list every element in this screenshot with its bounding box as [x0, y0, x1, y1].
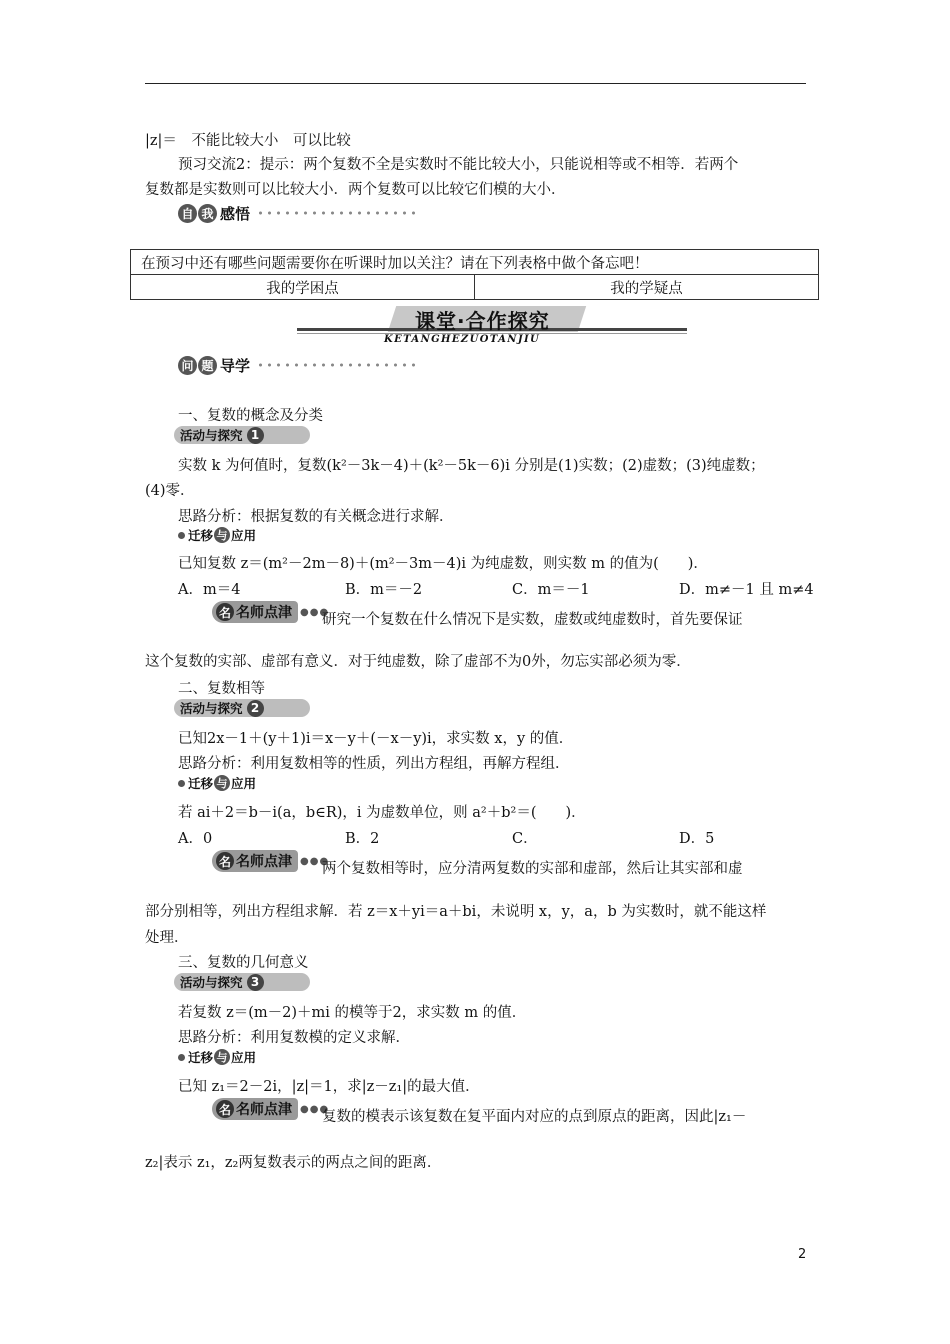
tip-dots: ●●●	[300, 606, 330, 618]
guide-char-1: 问	[178, 356, 197, 375]
tip-label: 名师点津	[236, 1102, 292, 1118]
page-number: 2	[798, 1247, 807, 1262]
banner-title: 课堂·合作探究	[415, 309, 550, 333]
teacher-tip-badge	[212, 601, 331, 623]
bullet-dot	[178, 780, 185, 787]
transfer-label-a: 迁移	[188, 528, 214, 543]
section2-heading: 二、复数相等	[178, 681, 265, 697]
tip-char: 名	[216, 1100, 234, 1118]
transfer-badge	[178, 775, 256, 791]
option-a: A．0	[178, 831, 213, 847]
intro-line-2: 预习交流2：提示：两个复数不全是实数时不能比较大小，只能说相等或不相等．若两个	[178, 157, 739, 173]
section3-question: 若复数 z＝(m－2)＋mi 的模等于2，求实数 m 的值．	[178, 1005, 527, 1021]
section2-exercise: 若 ai＋2＝b－i(a，b∈R)，i 为虚数单位，则 a²＋b²＝( )．	[178, 805, 586, 821]
bullet-dot	[178, 532, 185, 539]
self-reflect-char-2: 我	[198, 204, 217, 223]
tip-char: 名	[216, 603, 234, 621]
guide-heading	[178, 355, 416, 375]
option-d: D．m≠－1 且 m≠4	[679, 582, 814, 598]
tip2-line-2: 部分别相等，列出方程组求解．若 z＝x＋yi＝a＋bi，未说明 x，y，a，b 为实数时，就不能这样	[145, 904, 767, 920]
option-b: B．m＝－2	[345, 582, 423, 598]
guide-char-2: 题	[198, 356, 217, 375]
bullet-dot	[178, 1054, 185, 1061]
section2-analysis: 思路分析：利用复数相等的性质，列出方程组，再解方程组．	[178, 756, 570, 772]
tip-label: 名师点津	[236, 605, 292, 621]
activity-badge-3	[174, 973, 310, 991]
section-banner	[297, 306, 687, 346]
intro-line-1: |z|＝ 不能比较大小 可以比较	[145, 133, 351, 149]
tip-shape	[212, 1098, 298, 1120]
header-rule	[145, 83, 806, 84]
banner-subtitle: KETANGHEZUOTANJIU	[384, 334, 541, 345]
dotted-divider	[256, 362, 416, 368]
section3-analysis: 思路分析：利用复数模的定义求解．	[178, 1030, 410, 1046]
tip3-line-2: z₂|表示 z₁，z₂两复数表示的两点之间的距离．	[145, 1155, 442, 1171]
activity-badge-1	[174, 426, 310, 444]
section1-question-line-1: 实数 k 为何值时，复数(k²－3k－4)＋(k²－5k－6)i 分别是(1)实数；(2)虚数；(3)纯虚数；	[178, 458, 765, 474]
memo-col-difficulties: 我的学困点	[131, 275, 475, 300]
option-a: A．m＝4	[178, 582, 241, 598]
section3-heading: 三、复数的几何意义	[178, 955, 309, 971]
section1-question-line-2: (4)零．	[145, 483, 195, 499]
self-reflect-label: 感悟	[220, 204, 251, 223]
transfer-badge	[178, 1049, 256, 1065]
tip-shape	[212, 850, 298, 872]
teacher-tip-badge	[212, 850, 331, 872]
activity-label: 活动与探究	[180, 428, 243, 443]
transfer-label-c: 应用	[231, 528, 257, 543]
memo-table	[130, 249, 819, 300]
memo-prompt: 在预习中还有哪些问题需要你在听课时加以关注？请在下列表格中做个备忘吧！	[131, 250, 819, 275]
tip2-line-3: 处理．	[145, 930, 189, 946]
intro-line-3: 复数都是实数则可以比较大小．两个复数可以比较它们模的大小．	[145, 182, 566, 198]
section1-exercise: 已知复数 z＝(m²－2m－8)＋(m²－3m－4)i 为纯虚数，则实数 m 的值为( )．	[178, 556, 708, 572]
tip-dots: ●●●	[300, 1103, 330, 1115]
tip-shape	[212, 601, 298, 623]
transfer-label-b: 与	[214, 527, 230, 543]
dotted-divider	[256, 210, 416, 216]
transfer-badge	[178, 527, 256, 543]
transfer-label-c: 应用	[231, 776, 257, 791]
self-reflect-char-1: 自	[178, 204, 197, 223]
tip1-line-2: 这个复数的实部、虚部有意义．对于纯虚数，除了虚部不为0外，勿忘实部必须为零．	[145, 654, 691, 670]
tip-char: 名	[216, 852, 234, 870]
option-c: C．m＝－1	[512, 582, 590, 598]
activity-number: 2	[247, 700, 264, 717]
transfer-label-b: 与	[214, 1049, 230, 1065]
tip-dots: ●●●	[300, 855, 330, 867]
activity-badge-2	[174, 699, 310, 717]
transfer-label-a: 迁移	[188, 776, 214, 791]
memo-col-doubts: 我的学疑点	[475, 275, 819, 300]
activity-label: 活动与探究	[180, 975, 243, 990]
tip1-line-1: 研究一个复数在什么情况下是实数，虚数或纯虚数时，首先要保证	[322, 612, 743, 628]
transfer-label-a: 迁移	[188, 1050, 214, 1065]
activity-number: 3	[247, 974, 264, 991]
self-reflect-heading	[178, 203, 416, 223]
activity-label: 活动与探究	[180, 701, 243, 716]
tip-label: 名师点津	[236, 854, 292, 870]
section2-question: 已知2x－1＋(y＋1)i＝x－y＋(－x－y)i，求实数 x，y 的值．	[178, 731, 574, 747]
option-d: D．5	[679, 831, 715, 847]
teacher-tip-badge	[212, 1098, 331, 1120]
activity-number: 1	[247, 427, 264, 444]
section3-exercise: 已知 z₁＝2－2i，|z|＝1，求|z－z₁|的最大值．	[178, 1079, 480, 1095]
option-b: B．2	[345, 831, 380, 847]
section1-heading: 一、复数的概念及分类	[178, 408, 323, 424]
transfer-label-c: 应用	[231, 1050, 257, 1065]
tip2-line-1: 两个复数相等时，应分清两复数的实部和虚部，然后让其实部和虚	[322, 861, 743, 877]
option-c: C．	[512, 831, 538, 847]
tip3-line-1: 复数的模表示该复数在复平面内对应的点到原点的距离，因此|z₁－	[322, 1109, 747, 1125]
guide-label: 导学	[220, 356, 251, 375]
section1-analysis: 思路分析：根据复数的有关概念进行求解．	[178, 509, 454, 525]
transfer-label-b: 与	[214, 775, 230, 791]
